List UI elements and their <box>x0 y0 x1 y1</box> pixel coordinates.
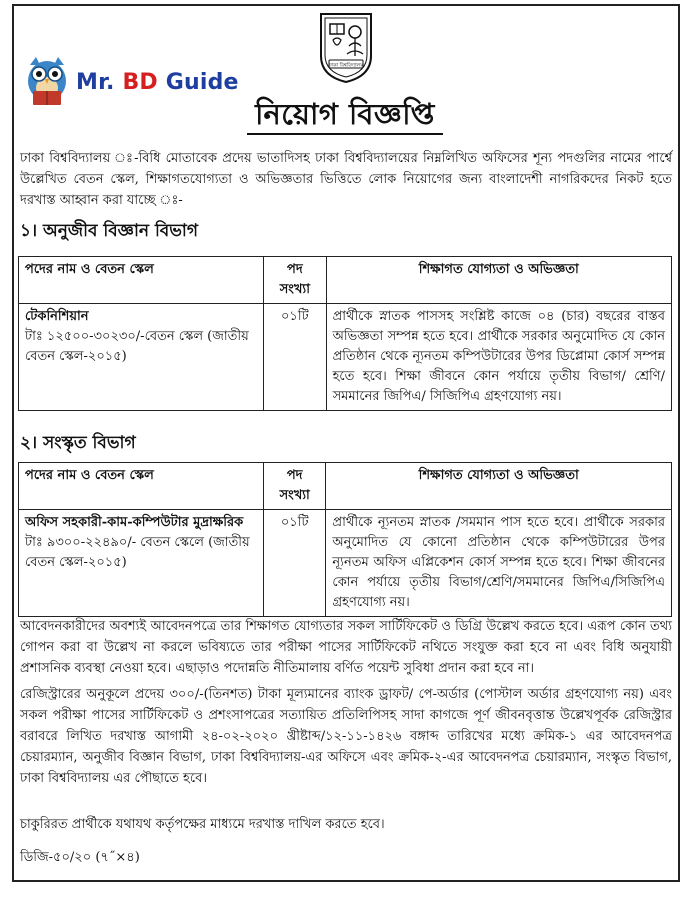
note-employed-candidates: চাকুরিরত প্রার্থীকে যথাযথ কর্তৃপক্ষের মাধ্যমে দরখাস্ত দাখিল করতে হবে। <box>20 817 385 832</box>
table-row <box>19 510 672 617</box>
header-count: পদ সংখ্যা <box>263 463 325 510</box>
job-table-sanskrit <box>18 462 672 617</box>
post-name: টেকনিশিয়ান <box>25 309 89 324</box>
job-table-microbiology <box>18 256 672 411</box>
logo-text: Mr. BD Guide <box>76 69 239 95</box>
table-header-row <box>19 463 672 510</box>
pay-scale: টাঃ ৯৩০০-২২৪৯০/- বেতন স্কেলে (জাতীয় বেতন স্কেল-২০১৫) <box>25 535 250 570</box>
post-count: ০১টি <box>263 510 325 617</box>
page-title: নিয়োগ বিজ্ঞপ্তি <box>0 92 690 141</box>
post-cell <box>19 304 264 411</box>
section-heading-microbiology: ১। অনুজীব বিজ্ঞান বিভাগ <box>20 221 199 241</box>
table-header-row <box>19 257 672 304</box>
table-row <box>19 304 672 411</box>
intro-paragraph: ঢাকা বিশ্ববিদ্যালয় ঃ-বিধি মোতাবেক প্রদেয় ভাতাদিসহ ঢাকা বিশ্ববিদ্যালয়ের নিম্নলিখিত অফিসের শূন্য পদগুলির নামের পার্শ্বে উল্লেখিত বেতন স্কেল, শিক্ষাগতযোগ্যতা ও অভিজ্ঞতার ভিত্তিতে লোক নিয়োগের জন্য বাংলাদেশী নাগরিকদের নিকট হতে দরখাস্ত আহ্বান করা যাচ্ছে ঃ- <box>20 151 672 208</box>
post-name: অফিস সহকারী-কাম-কম্পিউটার মুদ্রাক্ষরিক <box>25 515 244 530</box>
qualification-text: প্রার্থীকে স্নাতক পাসসহ সংশ্লিষ্ট কাজে ০৪ (চার) বছরের বাস্তব অভিজ্ঞতা সম্পন্ন হতে হবে। প্রার্থীকে সরকার অনুমোদিত যে কোন প্রতিষ্ঠান থেকে ন্যূনতম কম্পিউটারের উপর ডিপ্লোমা কোর্স সম্পন্ন হতে হবে। শিক্ষা জীবনে কোন পর্যায়ে তৃতীয় বিভাগ/ শ্রেণি/ সমমানের জিপিএ/ সিজিপিএ গ্রহণযোগ্য নয়। <box>326 304 671 411</box>
reference-code: ডিজি-৫০/২০ (৭˝×৪) <box>20 850 140 865</box>
university-seal-icon <box>317 10 375 84</box>
note-certificates: আবেদনকারীদের অবশ্যই আবেদনপত্রে তার শিক্ষাগত যোগ্যতার সকল সার্টিফিকেট ও ডিগ্রি উল্লেখ করতে হবে। এরূপ কোন তথ্য গোপন করা বা উল্লেখ না করলে ভবিষ্যতে তার পরীক্ষা পাসের সার্টিফিকেট নথিতে সংযুক্ত করা হবে না এবং বিধি অনুযায়ী প্রশাসনিক ব্যবস্থা নেওয়া হবে। এছাড়াও পদোন্নতি নীতিমালায় বর্ণিত পয়েন্ট সুবিধা প্রদান করা হবে না। <box>20 619 672 676</box>
qualification-text: প্রার্থীকে ন্যূনতম স্নাতক /সমমান পাস হতে হবে। প্রার্থীকে সরকার অনুমোদিত যে কোনো প্রতিষ্ঠান থেকে কম্পিউটারের উপর ন্যূনতম অফিস এপ্লিকেশন কোর্স সম্পন্ন হতে হবে। শিক্ষা জীবনের কোন পর্যায়ে তৃতীয় বিভাগ/শ্রেণি/সমমানের জিপিএ/সিজিপিএ গ্রহণযোগ্য নয়। <box>326 510 672 617</box>
post-cell <box>19 510 264 617</box>
pay-scale: টাঃ ১২৫০০-৩০২৩০/-বেতন স্কেল (জাতীয় বেতন স্কেল-২০১৫) <box>25 329 249 364</box>
header-post: পদের নাম ও বেতন স্কেল <box>19 463 264 510</box>
header-qualification: শিক্ষাগত যোগ্যতা ও অভিজ্ঞতা <box>326 257 671 304</box>
header-qualification: শিক্ষাগত যোগ্যতা ও অভিজ্ঞতা <box>326 463 672 510</box>
seal-caption: ঢাকা বিশ্ববিদ্যালয় <box>328 62 364 69</box>
note-application-process: রেজিস্ট্রারের অনুকূলে প্রদেয় ৩০০/-(তিনশত) টাকা মূল্যমানের ব্যাংক ড্রাফট/ পে-অর্ডার (পোস্টাল অর্ডার গ্রহণযোগ্য নয়) এবং সকল পরীক্ষা পাসের সার্টিফিকেট ও প্রশংসাপত্রের সত্যায়িত প্রতিলিপিসহ সাদা কাগজে পূর্ণ জীবনবৃত্তান্ত উল্লেখপূর্বক রেজিস্ট্রার বরাবরে লিখিত দরখাস্ত আগামী ২৪-০২-২০২০ খ্রীষ্টাব্দ/১২-১১-১৪২৬ বঙ্গাব্দ তারিখের মধ্যে ক্রমিক-১ এর আবেদনপত্র চেয়ারম্যান, অনুজীব বিজ্ঞান বিভাগ, ঢাকা বিশ্ববিদ্যালয়-এর অফিসে এবং ক্রমিক-২-এর আবেদনপত্র চেয়ারম্যান, সংস্কৃত বিভাগ, ঢাকা বিশ্ববিদ্যালয় এর পৌছাতে হবে। <box>20 687 672 786</box>
post-count: ০১টি <box>264 304 326 411</box>
header-count: পদ সংখ্যা <box>264 257 326 304</box>
section-heading-sanskrit: ২। সংস্কৃত বিভাগ <box>20 433 136 453</box>
header-post: পদের নাম ও বেতন স্কেল <box>19 257 264 304</box>
